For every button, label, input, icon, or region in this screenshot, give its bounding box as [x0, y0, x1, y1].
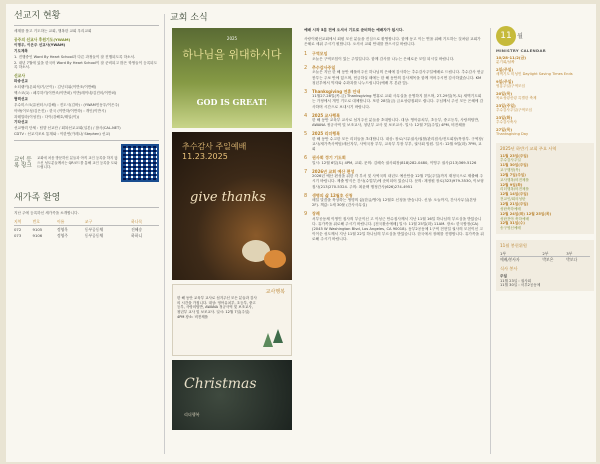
- schedule-date: 11월 30일(주일): [500, 163, 529, 168]
- new-members-table: [14, 218, 159, 238]
- poster-give-thanks-script: give thanks: [190, 190, 266, 205]
- meal-sub: 주일: [500, 273, 507, 278]
- poster-thanksgiving-title: [182, 142, 246, 161]
- tree-icon: [273, 329, 283, 343]
- table-cell: 072: [14, 226, 22, 232]
- table-cell: 하하니: [131, 232, 143, 238]
- schedule-date: 11월 23일(주일): [500, 153, 529, 158]
- table-header: 번호: [33, 218, 57, 226]
- event-label: 영흥주일/구역모임: [496, 84, 525, 89]
- sent-missions-label: 파송선교: [14, 79, 28, 84]
- event-label: 새벽기도 미성민 Daylight Saving Times Ends: [496, 72, 573, 77]
- news-item: [304, 65, 484, 86]
- new-members-section: [14, 192, 159, 238]
- schedule-item: [500, 212, 590, 222]
- schedule-date: 12월 21일(주일): [500, 202, 529, 207]
- table-cell: 정영옥: [56, 226, 68, 232]
- poster-christmas-sub: 리더행복: [184, 412, 200, 417]
- news-item-title: 2026년 교회 예산 편성: [312, 168, 355, 174]
- qr-text: 교회에 처음 방문하신 분들과 아직 교인 등록을 하지 않으신 성도분들께서는 QR코드를 통해 교인 등록을 도와드립니다.: [37, 156, 118, 170]
- calendar-column: [496, 26, 594, 291]
- poster-christmas: [172, 360, 292, 430]
- news-intro: 예배 시작 5분 전에 오셔서 기도로 준비하는 예배자가 됩시다.: [304, 28, 404, 32]
- news-item-title: 장례: [312, 211, 320, 217]
- poster-thanksgiving-heading: 추수감사 주일예배: [182, 142, 247, 151]
- calendar-event: [496, 67, 594, 77]
- news-item-body: 매일 말씀을 묵상하는 생명의 삶(한글/영어) 12월호 신청을 받습니다. 신청: 오늘까지, 간사사무실(본당 2F). 책값: 1세 30불 (간사사무실): [312, 198, 477, 208]
- news-item-title: 권사회 정기 기도회: [312, 155, 346, 161]
- posters-column: [170, 10, 298, 430]
- news-intro-2: 사랑이렛선교회에서 회원 모신 분들을 진심으로 환영합니다. 함께 동고 이는 연을 위해 기도하는 것처럼 교회가 은혜로 세워 주시기 원합니다. 오셔서 교회 안내를 받으시길 바랍니다.: [304, 37, 481, 47]
- other-missions-line: 선교협력 단체 : 팀향 선교단 / 회복선교교회(일본) / 참사(CAL-NET): [14, 126, 121, 131]
- qr-code-icon[interactable]: [121, 144, 159, 182]
- table-header: 하나목: [131, 218, 159, 226]
- table-cell: 동부공동체: [84, 232, 104, 238]
- calendar-event: [496, 91, 594, 101]
- news-item: [304, 113, 484, 129]
- sent-missions-line: 헥스코(1) : 페루하기(이반조/이반퍼) 이반(레이네/김진의/이반퍼): [14, 91, 117, 96]
- table-cell: 9105: [32, 226, 43, 232]
- month-number-badge: 11: [496, 26, 516, 46]
- table-cell: 9106: [32, 232, 43, 238]
- schedule-item: [500, 173, 590, 183]
- divider: [14, 207, 159, 208]
- offering-table: [500, 251, 590, 262]
- news-item: [304, 169, 484, 190]
- tree-icon: [263, 333, 273, 347]
- ywam-names: 이명우, 이은주 선교사(YWAM): [14, 43, 66, 48]
- schedule-label: 전교인/회의성탄: [500, 197, 526, 202]
- event-date: 10/28-11/2(금): [496, 55, 526, 61]
- calendar-header: [496, 26, 594, 46]
- table-row: [14, 226, 159, 233]
- meal-item: 11월 23일 : 권사회: [500, 278, 532, 283]
- schedule-label: 성탄전야 축하예배: [500, 216, 529, 221]
- partner-missions-line: 과테말라(이성진) : 다이(강해호/태일(이)): [14, 114, 80, 119]
- calendar-event: [496, 127, 594, 137]
- calendar-event: [496, 55, 594, 65]
- table-cell: 동부공동체: [84, 226, 104, 232]
- news-title: 교회 소식: [170, 13, 208, 23]
- bulletin-page: [6, 4, 596, 462]
- other-missions-label: 기타선교: [14, 120, 28, 125]
- column-divider: [490, 28, 491, 454]
- prayer-item: 2. 내년 7월에 있을 한국어 Word By Heart School이 잘 준비되고 많은 학생들이 등록되도록 하소서.: [14, 60, 158, 70]
- column-divider: [164, 14, 165, 454]
- meal-item: 11월 30일 : 서부2공동체: [500, 283, 541, 288]
- schedule-date: 12월 14일(주일): [500, 192, 529, 197]
- news-item-number: 4: [304, 112, 308, 119]
- news-item-body: 오늘은 지난 한 해 동안 베풀어주신 하나님의 은혜에 감사하는 추수감사주일예배로 드립니다. 추수감사 헌금봉투는 주보 안에 있으며, 헌금하실 때에는 한 해 동안의 감사제목을 함께 적어주시면 감사하겠습니다. KM 청년부에서 악쟈와 수화과를 나누드립니다(예배 후 본관 앞).: [312, 70, 484, 85]
- calendar-event: [496, 103, 594, 113]
- news-item-title: 구역모임: [312, 51, 328, 57]
- meal-title: 식사 봉사: [500, 266, 518, 271]
- schedule-label: 추수감사주일: [500, 158, 521, 163]
- event-date: 23일(주일): [496, 103, 516, 108]
- news-item-number: 3: [304, 88, 308, 95]
- schedule-item: [500, 163, 590, 173]
- missions-intro: 세계를 품고 기도하는 교회, 행복한 교회 우리교회: [14, 29, 92, 34]
- schedule-date: 12월 31일(수): [500, 221, 525, 226]
- new-members-title: 새가족 환영: [14, 192, 61, 203]
- missions-title: 선교지 현황: [14, 11, 61, 21]
- poster-thanksgiving: [172, 132, 292, 280]
- event-date: 9일(주일): [496, 79, 514, 85]
- missions-column: [14, 10, 159, 456]
- table-header: 3부: [566, 251, 590, 257]
- poster-year: 2025: [226, 36, 238, 41]
- table-header: 교구: [85, 218, 131, 226]
- news-item-body: 11월27-28일(목-금) Thanksgiving 연휴로 교회 사무실을 운영하지 않으며, 27-29일(목-토) 새벽기도회는 가정에서 개인 기도로 대체합니다. 또한 28일(금) 금요성령집회도 쉽니다. 주님께서 주신 모든 은혜에 감사하며 시간으로 보내시기 바랍니다.: [312, 94, 484, 109]
- poster-thanksgiving-date: 11.23.2025: [182, 151, 228, 161]
- news-item-body: 서부공동체 이생인 집사의 부군이신 고 이성근 안수집사께서 지난 11월 16일 하나님의 부르심을 받았습니다. 유가족을 위로해 주시기 바랍니다. [천국환송예배] 일시: 11월 25일(화) 11AM. 장소: 한국합장(CA) (2045 W Washington Blvd, Los Angeles, CA 90018). 동부2공동체 1구역 전현일 권사의 모친이신 고 이이순 성도께서 지난 11월 22일 하나님의 부르심을 받았습니다. 한국에서 장례를 진행합니다. 유가족을 위로해 주시기 바랍니다.: [312, 216, 484, 242]
- poster-christmas-title: Christmas: [184, 376, 257, 392]
- news-item-body: 한 해 동안 교육부 교사로 섬겨주신 분들을 초대합니다. 대상: 영아유치부, 초등부, 중고등부, 사랑의탑반, AWANA 정규사역 및 보조교사, 청년부 교사 및 보조교사. 일시: 12월 7일(주일) 4PM, 비전채플: [312, 118, 480, 128]
- calendar-event: [496, 115, 594, 125]
- event-date: 27일(목): [496, 126, 513, 132]
- event-label: 분기회/날짜: [496, 60, 515, 65]
- schedule-item: [500, 192, 590, 202]
- qr-label: 교인 등록 링크: [14, 156, 32, 169]
- schedule-item: [500, 202, 590, 212]
- table-cell: 박보은: [542, 256, 554, 262]
- event-date: 20일(목): [496, 91, 513, 97]
- table-header: 이름: [57, 218, 85, 226]
- news-item-number: 8: [304, 192, 308, 199]
- table-header: 지역: [14, 218, 33, 226]
- news-item-title: Thanksgiving 연휴 안내: [312, 88, 361, 94]
- other-missions-line: CDTV : 선교지조료 통계와 : 이한연(카레나/ Stephen) 선교): [14, 132, 111, 137]
- table-cell: 예배/봉사자: [500, 256, 520, 262]
- schedule-date: 12월 7일(주일): [500, 172, 526, 177]
- poster-god-is-great: [172, 28, 292, 128]
- ministry-schedule-title: 2025년 하반기 교회 주요 사역: [500, 145, 557, 151]
- event-label: 추수감사축사: [496, 120, 517, 125]
- table-cell: 박보다: [566, 256, 578, 262]
- news-item-body: 일시: 12월 6일(토) 4PM, 교회. 문의: 김혜숙 권사회장(818)282-0480, 이영주 권사(213)369-5126: [312, 160, 477, 165]
- poster-teacher-body: 한 해 동안 교육부 교사로 섬겨주신 모든 분들과 감사의 시간을 가집니다. 대상: 영아유치부, 초등부, 중고등부, 사랑의탑반, AWANA 정규사역 및 보조교사, 청년부 교사 및 보조교사. 일시: 12월 7일(주일) 4PM 장소: 비전채플: [177, 296, 257, 319]
- table-cell: 073: [14, 232, 22, 238]
- missionaries-label: 선교사: [14, 73, 26, 79]
- prayer-item: 1. 진행중인 Word By Heart School과 다른 과정들이 잘 진행되도록 하소서.: [14, 54, 136, 59]
- event-label: Thanksgiving Day: [496, 132, 529, 137]
- table-header: 2부: [542, 251, 566, 257]
- news-item: [304, 193, 484, 209]
- news-column: [304, 28, 484, 245]
- news-item: [304, 131, 484, 152]
- news-item-title: 생명의 삶 12월호 신청: [312, 192, 353, 198]
- event-date: 2일(주일): [496, 67, 514, 73]
- poster-teacher-appreciation: [172, 284, 292, 356]
- event-date: 23일(화): [496, 114, 513, 120]
- partner-missions-label: 협력선교: [14, 96, 28, 101]
- news-item-number: 2: [304, 64, 308, 71]
- poster-english-title: GOD IS GREAT!: [196, 97, 268, 107]
- table-header: 1부: [500, 251, 542, 257]
- calendar-event: [496, 79, 594, 89]
- schedule-label: 리더행복/비전채플: [500, 187, 529, 192]
- event-label: 추수감사주일/구역모임: [496, 108, 532, 113]
- schedule-label: 교사행복/비전채플: [500, 177, 529, 182]
- event-label: 목요성령신령 특별한 축제: [496, 96, 537, 101]
- schedule-item: [500, 154, 590, 164]
- poster-korean-title: 하나님을 위대하시다: [182, 48, 282, 61]
- partner-missions-line: 아바(이모성/김은진) : 한국 (이반하/이반하) : 개인(이반시): [14, 108, 106, 113]
- news-item: [304, 155, 484, 166]
- schedule-label: 송구영신예배: [500, 226, 521, 231]
- news-item-number: 7: [304, 168, 308, 175]
- sent-missions-line: 소티랭커(온피석/기/곤이) : 김닌티위(이반조/이반해): [14, 85, 97, 90]
- table-cell: 정영주: [56, 232, 68, 238]
- ywam-title: 공주의 선교사 후원기도(YWAM): [14, 36, 71, 42]
- schedule-label: 성탄축하예배: [500, 206, 521, 211]
- news-item-number: 6: [304, 155, 308, 162]
- news-item-title: 2025 리더행복: [312, 131, 340, 137]
- offering-box: [496, 240, 594, 291]
- news-item: [304, 89, 484, 110]
- table-header-row: [14, 218, 159, 226]
- news-item-body: 한 해 동안 수고한 모든 리더들을 초대합니다. 대상: 장로/시무권사/권찰/관리집사/전도회장/목장부. 구역장/교사/새가족사역팀/새신자부, 사역국장 부부, 교육부 부장 부부, 권사회 임원. 일시: 12월 9일(화) 7PM, 교회: [312, 136, 484, 152]
- table-row: [14, 232, 159, 238]
- schedule-date: 12월 24일(화) 12월 25일(목): [500, 211, 552, 216]
- news-item-number: 1: [304, 51, 308, 58]
- offering-title: 11월 봉헌위원: [500, 243, 527, 249]
- news-item-number: 9: [304, 211, 308, 218]
- schedule-date: 12월 9일(화): [500, 182, 523, 187]
- divider: [14, 25, 159, 26]
- pumpkin-icon: [264, 250, 286, 268]
- news-item-body: 2026년 예산 편성을 위한 각 부서 및 사역국의 내년도 예산안을 12월 7일(주일)까지 재정국으로 제출해 주시기 바랍니다. 제출 양식은 간사(수업부)에 준비되어 있습니다. 문의: 재정원 장로(323)979-3530, 이보형 집사(213)270-5324. 주의: 최윤택 행정간사(626)274-4951: [312, 174, 484, 189]
- news-item: [304, 211, 484, 242]
- month-label: 월: [517, 32, 523, 40]
- schedule-label: 교구행정(목): [500, 168, 521, 173]
- news-item-number: 5: [304, 131, 308, 138]
- ministry-schedule-box: [496, 143, 594, 234]
- table-row: [500, 256, 590, 262]
- news-item-title: 추수감사주일: [312, 64, 336, 70]
- news-item: [304, 51, 484, 62]
- prayer-label: 기도제목: [14, 48, 28, 53]
- news-item-title: 2025 교사행복: [312, 112, 340, 118]
- poster-teacher-title: 교사행복: [265, 289, 285, 295]
- schedule-item: [500, 221, 590, 231]
- new-members-intro: 지난 주에 등록하신 새가족을 소개합니다.: [14, 211, 79, 216]
- table-cell: 진혜숭: [131, 226, 143, 232]
- registration-qr-section: [14, 140, 159, 182]
- calendar-title: MINISTRY CALENDAR: [496, 48, 546, 53]
- news-item-body: 오늘은 구역모임이 있는 주일입니다. 함께 감사를 나누는 은혜로운 모임 되시길 바랍니다.: [312, 56, 455, 61]
- schedule-item: [500, 183, 590, 193]
- partner-missions-line: 우수미스크(유펀터스/김해) : 진도시(김바) : (YWAM민동우/이은주): [14, 102, 120, 107]
